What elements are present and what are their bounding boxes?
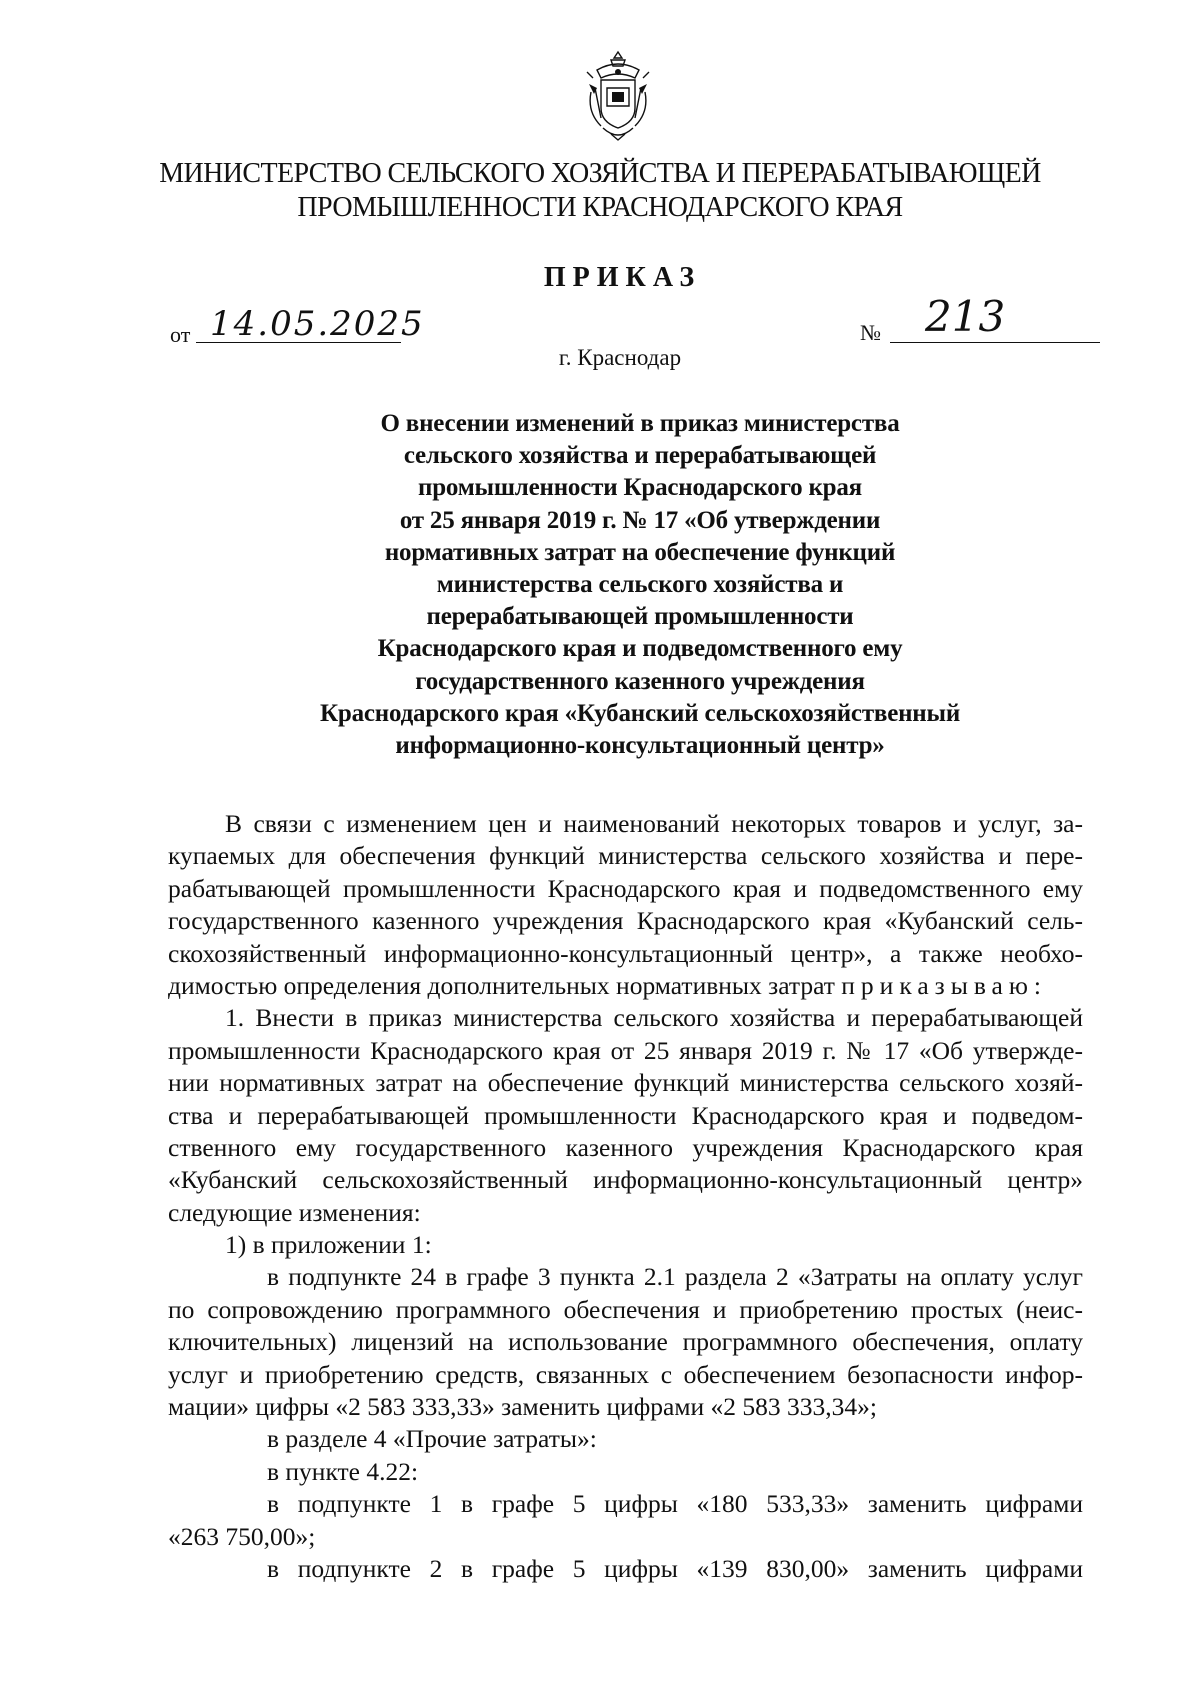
body-line: промышленности Краснодарского края от 25 января 2019 г. № 17 «Об утвержде- — [168, 1035, 1083, 1065]
body-line: «Кубанский сельскохозяйственный информационно-консультационный центр» — [168, 1165, 1083, 1195]
body-line: В связи с изменением цен и наименований некоторых товаров и услуг, за- — [225, 809, 1083, 838]
subject-line: информационно-консультационный центр» — [395, 732, 885, 760]
subject-line: сельского хозяйства и перерабатывающей — [403, 442, 877, 470]
body-line: в пункте 4.22: — [267, 1456, 419, 1486]
subject-line: промышленности Краснодарского края — [418, 474, 862, 502]
subject-line: государственного казенного учреждения — [415, 667, 865, 695]
body-line: рабатывающей промышленности Краснодарского края и подведомственного ему — [168, 873, 1083, 903]
handwritten-number: 213 — [925, 292, 1006, 341]
body-line-with-spaced-word — [168, 970, 1083, 1002]
ministry-name — [120, 157, 1080, 225]
body-line: 1) в приложении 1: — [225, 1230, 432, 1260]
body-line: 1. Внести в приказ министерства сельского хозяйства и перерабатывающей — [225, 1003, 1083, 1033]
ministry-name-line2: ПРОМЫШЛЕННОСТИ КРАСНОДАРСКОГО КРАЯ — [297, 192, 903, 223]
subject-line: Краснодарского края и подведомственного ему — [377, 635, 903, 663]
subject-line: от 25 января 2019 г. № 17 «Об утверждении — [399, 506, 881, 534]
body-line: по сопровождению программного обеспечения и приобретению простых (неис- — [168, 1294, 1083, 1324]
coat-of-arms-emblem — [585, 48, 651, 144]
number-prefix: № — [860, 320, 881, 345]
body-line: в подпункте 1 в графе 5 цифры «180 533,33» заменить цифрами — [267, 1489, 1083, 1519]
spaced-word-prikazyvayu: приказываю: — [841, 970, 1048, 1000]
body-line: нии нормативных затрат на обеспечение функций министерства сельского хозяй- — [168, 1068, 1083, 1098]
subject-line: перерабатывающей промышленности — [426, 603, 854, 631]
body-line: скохозяйственный информационно-консультационный центр», а также необхо- — [168, 938, 1083, 968]
number-underline — [890, 342, 1100, 343]
city: г. Краснодар — [558, 345, 682, 370]
body-line: ственного ему государственного казенного учреждения Краснодарского края — [168, 1132, 1083, 1162]
body-line: ства и перерабатывающей промышленности Краснодарского края и подведом- — [168, 1100, 1083, 1130]
body-line: следующие изменения: — [168, 1197, 421, 1227]
handwritten-date: 14.05.2025 — [210, 304, 425, 344]
date-number-row — [170, 292, 1100, 350]
subject-line: нормативных затрат на обеспечение функций — [384, 538, 896, 566]
subject-line: О внесении изменений в приказ министерства — [380, 410, 900, 437]
body-line: «263 750,00»; — [168, 1521, 316, 1551]
body-line: мации» цифры «2 583 333,33» заменить цифрами «2 583 333,34»; — [168, 1392, 877, 1422]
order-subject — [260, 408, 1020, 762]
subject-line: министерства сельского хозяйства и — [436, 571, 844, 599]
body-line: ключительных) лицензий на использование программного обеспечения, оплату — [168, 1327, 1083, 1357]
document-type: ПРИКАЗ — [543, 262, 702, 293]
body-line: в разделе 4 «Прочие затраты»: — [267, 1424, 597, 1454]
date-prefix: от — [170, 322, 191, 347]
order-body — [168, 808, 1083, 1585]
body-line: купаемых для обеспечения функций министерства сельского хозяйства и пере- — [168, 841, 1083, 871]
subject-line: Краснодарского края «Кубанский сельскохозяйственный — [319, 699, 961, 727]
body-line: в подпункте 2 в графе 5 цифры «139 830,00» заменить цифрами — [267, 1553, 1083, 1583]
body-line: в подпункте 24 в графе 3 пункта 2.1 раздела 2 «Затраты на оплату услуг — [267, 1262, 1083, 1292]
body-line: услуг и приобретению средств, связанных с обеспечением безопасности инфор- — [168, 1359, 1083, 1389]
body-line: государственного казенного учреждения Краснодарского края «Кубанский сель- — [168, 906, 1083, 936]
ministry-name-line1: МИНИСТЕРСТВО СЕЛЬСКОГО ХОЗЯЙСТВА И ПЕРЕРАБАТЫВАЮЩЕЙ — [159, 158, 1041, 189]
body-line-text: димостью определения дополнительных нормативных затрат — [168, 970, 835, 1000]
